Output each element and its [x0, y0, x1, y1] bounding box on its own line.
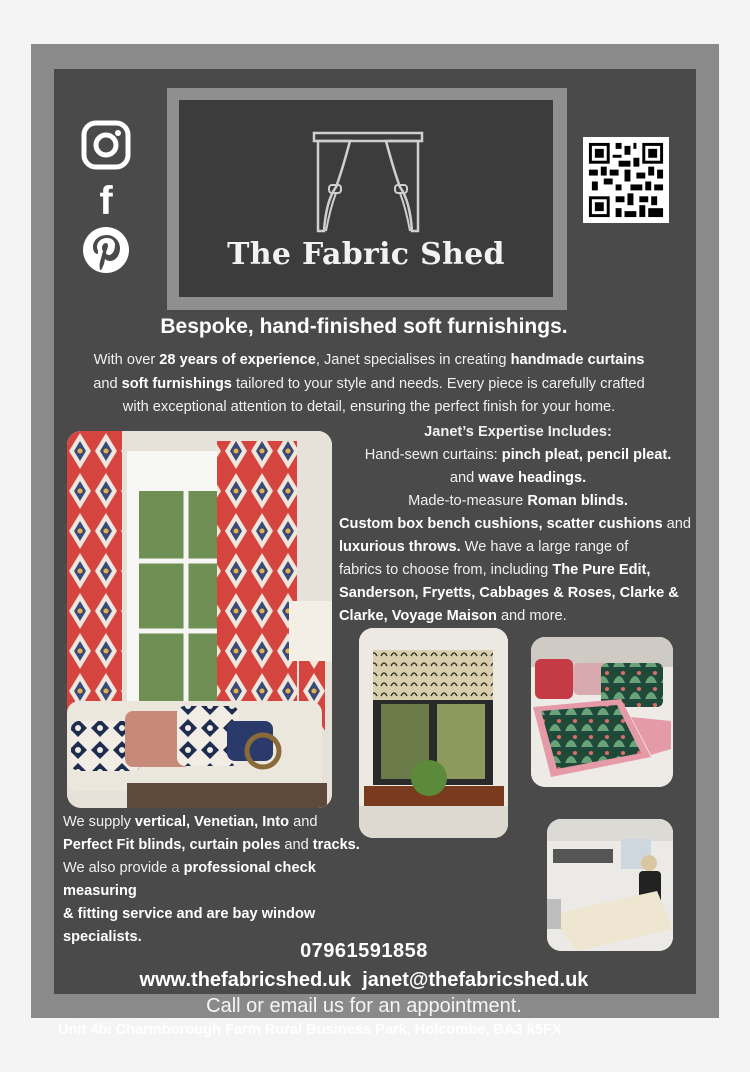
phone-number[interactable]: 07961591858 [300, 940, 428, 962]
roman-blind-photo [359, 628, 508, 838]
contact-links [54, 969, 674, 992]
expertise-heading: Janet’s Expertise Includes: [424, 424, 612, 440]
logo-panel [179, 100, 553, 297]
curtain-logo-icon [312, 131, 424, 237]
expertise-list: Janet’s Expertise Includes: Hand-sewn curtains: pinch pleat, pencil pleat. and wave headings. Made-to-measure Roman blinds. Custom box bench cushions, scatter cushions and luxurious throws. We have a large range of fabrics to choose from, including The Pure Edit, Sanderson, Fryetts, Cabbages & Roses, Clarke & Clarke, Voyage Maison and more. [339, 421, 697, 628]
facebook-icon[interactable] [80, 175, 132, 227]
logo-title: The Fabric Shed [227, 237, 505, 272]
living-room-photo [67, 431, 332, 808]
website-link[interactable]: www.thefabricshed.uk [139, 969, 352, 991]
flyer-panel [54, 69, 696, 1038]
qr-code[interactable] [583, 137, 669, 223]
pinterest-icon[interactable] [80, 224, 132, 276]
supply-paragraph: We supply vertical, Venetian, Into and Perfect Fit blinds, curtain poles and tracks. We also provide a professional check measuring & fitting service and are bay window specialists. [63, 814, 360, 945]
tagline: Bespoke, hand-finished soft furnishings. [160, 315, 568, 338]
call-to-action: Call or email us for an appointment. [206, 995, 522, 1017]
facebook-glyph: f [99, 178, 113, 223]
instagram-icon[interactable] [80, 119, 132, 171]
logo-frame [167, 88, 567, 310]
intro-paragraph: With over 28 years of experience, Janet specialises in creating handmade curtains and soft furnishings tailored to your style and needs. Every piece is carefully crafted with exceptional attention to detail, ensuring the perfect finish for your home. [93, 352, 645, 415]
address: Unit 4bi Charmborough Farm Rural Business Park, Holcombe, BA3 k5FX [58, 1022, 562, 1038]
email-link[interactable]: janet@thefabricshed.uk [362, 969, 589, 991]
cushions-photo [531, 637, 673, 787]
flyer-frame [31, 44, 719, 1038]
workshop-photo [547, 819, 673, 951]
